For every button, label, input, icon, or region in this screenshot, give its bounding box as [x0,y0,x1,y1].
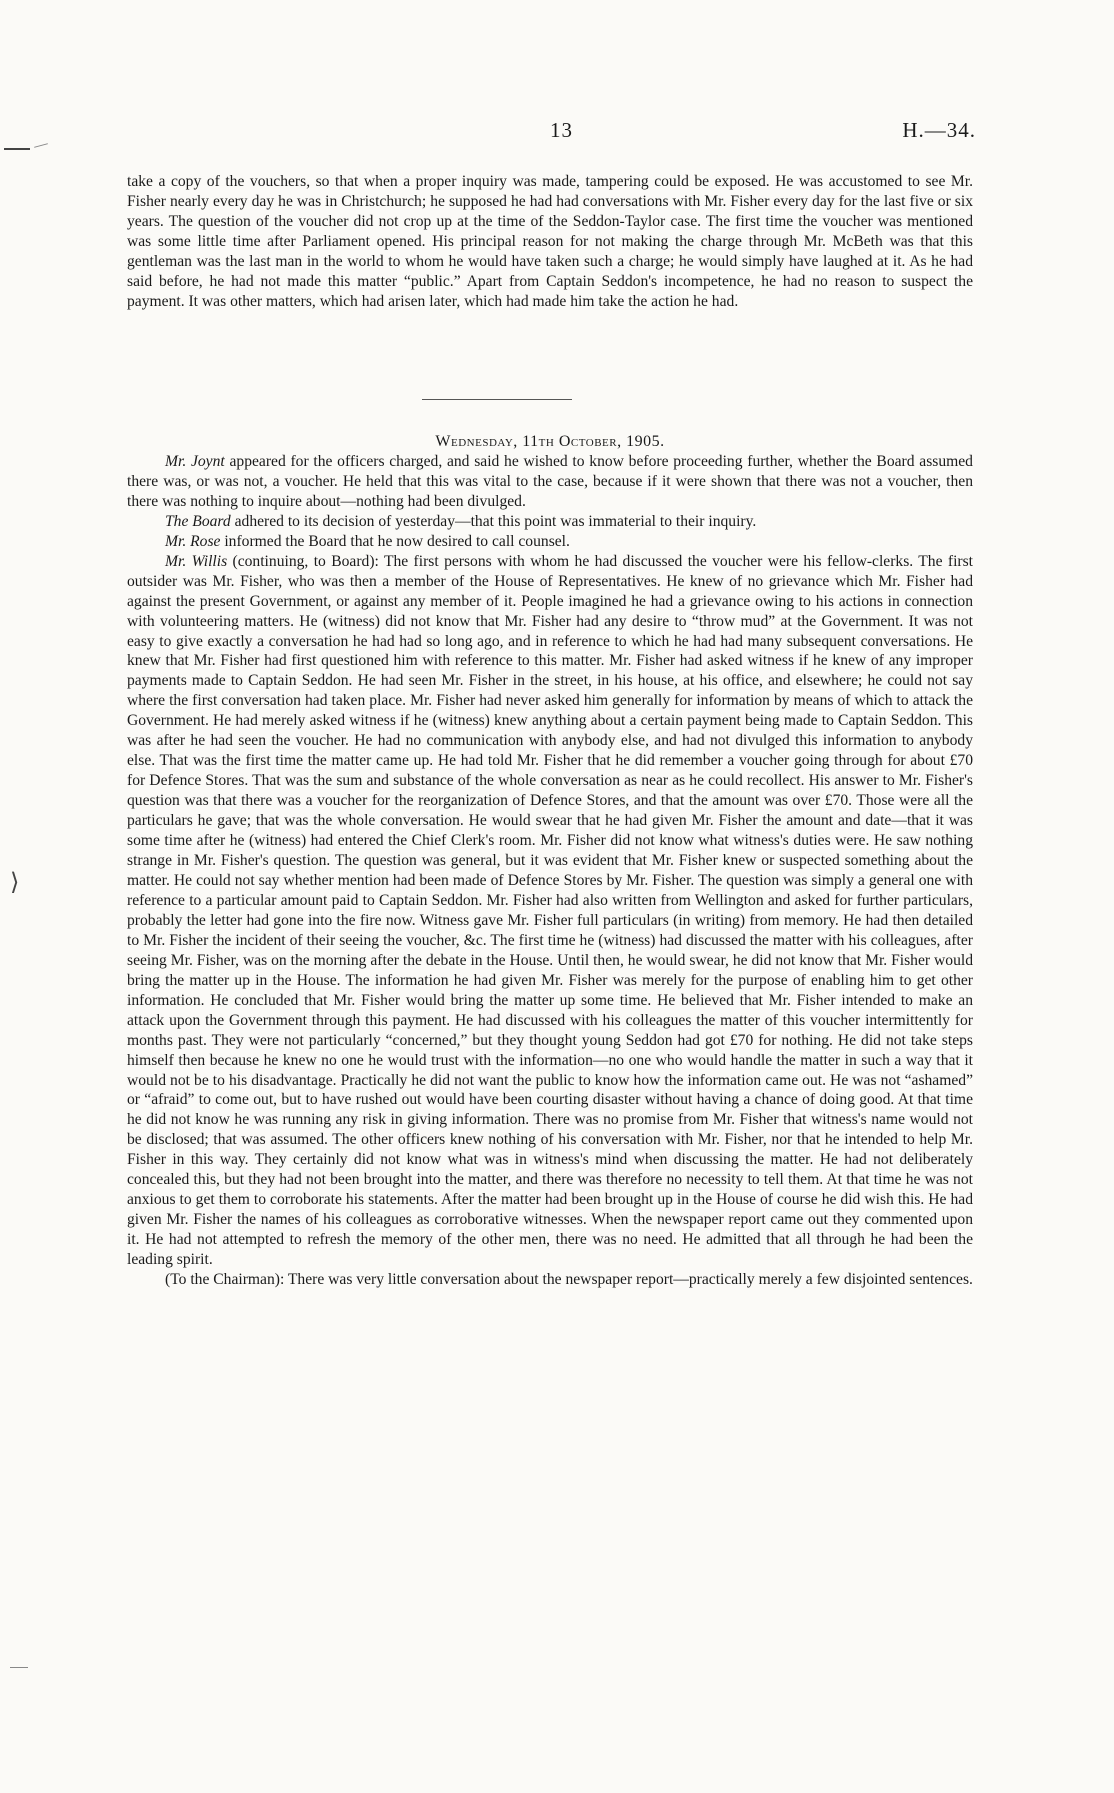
document-code: H.—34. [902,118,976,142]
page-header [0,118,1114,148]
margin-stroke [10,1667,28,1668]
paragraph-text: informed the Board that he now desired to call counsel. [220,532,570,550]
speaker-name: Mr. Rose [165,532,221,550]
speaker-name: Mr. Willis [165,552,228,570]
paragraph-text: appeared for the officers charged, and said he wished to know before proceeding further, whether the Board assumed there was, or was not, a voucher. He held that this was vital to the case, because if it were shown that there was not a voucher, then there was nothing to inquire about—nothing had been divulged. [127,452,973,510]
paragraph: take a copy of the vouchers, so that when a proper inquiry was made, tampering could be exposed. He was accustomed to see Mr. Fisher nearly every day he was in Christchurch; he supposed he had had conversations with Mr. Fisher every day for the last five or six years. The question of the voucher did not crop up at the time of the Seddon-Taylor case. The first time the voucher was mentioned was some little time after Parliament opened. His principal reason for not making the charge through Mr. McBeth was that this gentleman was the last man in the world to whom he would have taken such a charge; he would simply have laughed at it. As he had said before, he had not made this matter “public.” Apart from Captain Seddon's incompetence, he had no reason to suspect the payment. It was other matters, which had arisen later, which had made him take the action he had. [127,173,973,310]
speaker-name: Mr. Joynt [165,452,225,470]
paragraph [127,552,973,1270]
paragraph [127,512,973,532]
paragraph: (To the Chairman): There was very little conversation about the newspaper report—practically merely a few disjointed sentences. [165,1271,973,1289]
section-divider [422,399,572,400]
session-section [127,432,973,1290]
paragraph-text: adhered to its decision of yesterday—that this point was immaterial to their inquiry. [230,512,757,530]
page-number: 13 [550,118,573,142]
continued-paragraph-block [127,172,973,312]
margin-stroke [4,148,30,150]
margin-scribble-mark: ⟩ [10,868,20,896]
paragraph [127,532,973,552]
section-heading: Wednesday, 11th October, 1905. [435,433,665,450]
paragraph-text: (continuing, to Board): The first persons with whom he had discussed the voucher were his fellow-clerks. The first outsider was Mr. Fisher, who was then a member of the House of Representatives. He knew of no grievance which Mr. Fisher had against the present Government, or against any member of it. People imagined he had a grievance owing to his actions in connection with volunteering matters. He (witness) did not know that Mr. Fisher had any desire to “throw mud” at the Government. It was not easy to give exactly a conversation he had had so long ago, and in reference to which he had had many subsequent conversations. He knew that Mr. Fisher had first questioned him with reference to this matter. Mr. Fisher had asked witness if he knew of any improper payments made to Captain Seddon. He had seen Mr. Fisher in the street, in his house, at his office, and elsewhere; he could not say where the first conversation had taken place. Mr. Fisher had never asked him generally for information by means of which to attack the Government. He had merely asked witness if he (witness) knew anything about a certain payment being made to Captain Seddon. This was after he had seen the voucher. He had no communication with anybody else, and had not divulged this information to anybody else. That was the first time the matter came up. He had told Mr. Fisher that he did remember a voucher going through for about £70 for Defence Stores. That was the sum and substance of the whole conversation as near as he could recollect. His answer to Mr. Fisher's question was that there was a voucher for the reorganization of Defence Stores, and that the amount was over £70. Those were all the particulars he gave; that was the whole conversation. He would swear that he had given Mr. Fisher the amount and date—that it was some time after he (witness) had entered the Chief Clerk's room. Mr. Fisher did not know what witness's duties were. He saw nothing strange in Mr. Fisher's question. The question was general, but it was evident that Mr. Fisher knew or suspected something about the matter. He could not say whether mention had been made of Defence Stores by Mr. Fisher. The question was simply a general one with reference to a particular amount paid to Captain Seddon. Mr. Fisher had also written from Wellington and asked for further particulars, probably the letter had gone into the fire now. Witness gave Mr. Fisher full particulars (in writing) from memory. He had then detailed to Mr. Fisher the incident of their seeing the voucher, &c. The first time he (witness) had discussed the matter with his colleagues, after seeing Mr. Fisher, was on the morning after the debate in the House. Until then, he would swear, he did not know that Mr. Fisher would bring the matter up in the House. The information he had given Mr. Fisher was merely for the purpose of enabling him to get other information. He concluded that Mr. Fisher would bring the matter up some time. He believed that Mr. Fisher intended to make an attack upon the Government through this payment. He had discussed with his colleagues the matter of this voucher intermittently for months past. They were not particularly “concerned,” but they thought young Seddon had got £70 for nothing. He did not take steps himself then because he knew no one he would trust with the information—no one who would handle the matter in such a way that it would not be to his disadvantage. Practically he did not want the public to know how the information came out. He was not “ashamed” or “afraid” to come out, but to have rushed out would have been courting disaster without having a chance of doing good. At that time he did not know he was running any risk in giving information. There was no promise from Mr. Fisher that witness's name would not be disclosed; that was assumed. The other officers knew nothing of his conversation with Mr. Fisher, nor that he intended to help Mr. Fisher in this way. They certainly did not know what was in witness's mind when discussing the matter. He had not deliberately concealed this, but they had not been brought into the matter, and there was therefore no necessity to tell them. At that time he was not anxious to get them to corroborate his statements. After the matter had been brought up in the House of course he did wish this. He had given Mr. Fisher the names of his colleagues as corroborative witnesses. When the newspaper report came out they commented upon it. He had not attempted to refresh the memory of the other men, there was no need. He admitted that all through he had been the leading spirit. [127,552,973,1269]
speaker-name: The Board [165,512,231,530]
paragraph [127,452,973,512]
